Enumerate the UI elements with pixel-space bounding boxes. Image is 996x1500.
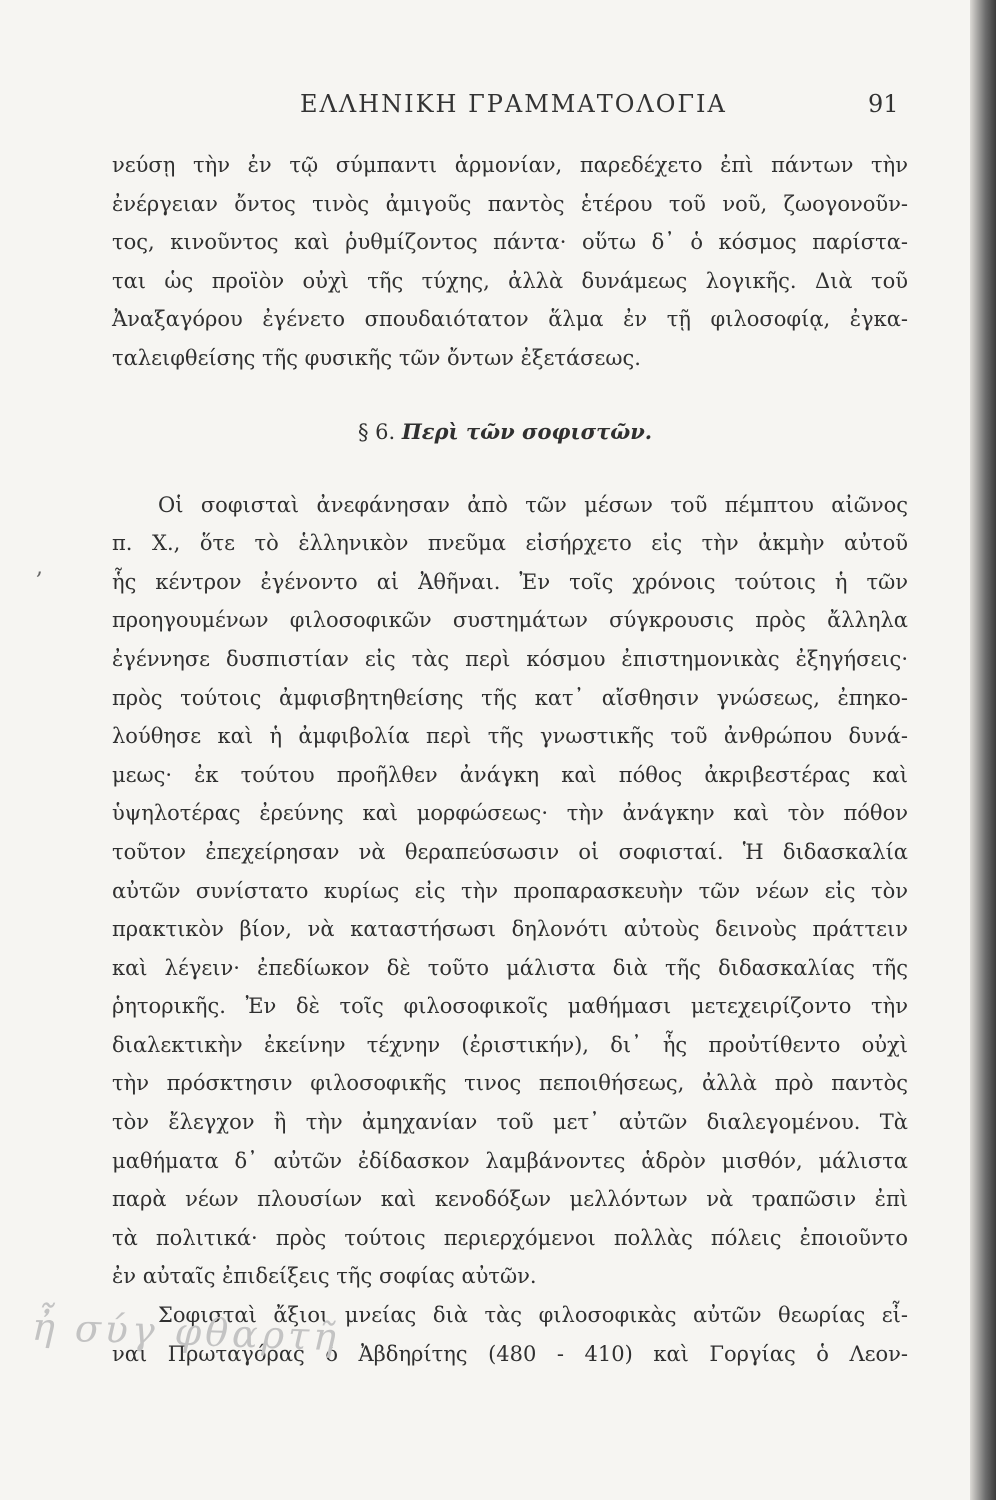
- text-line: τὴν πρόσκτησιν φιλοσοφικῆς τινος πεποιθήσεως, ἀλλὰ πρὸ παντὸς: [112, 1071, 908, 1096]
- text-line: τὰ πολιτικά· πρὸς τούτοις περιερχόμενοι πολλὰς πόλεις ἐποιοῦντο: [112, 1225, 908, 1250]
- text-line: Οἱ σοφισταὶ ἀνεφάνησαν ἀπὸ τῶν μέσων τοῦ πέμπτου αἰῶνος: [158, 492, 908, 517]
- text-line: Σοφισταὶ ἄξιοι μνείας διὰ τὰς φιλοσοφικὰς αὐτῶν θεωρίας εἶ-: [158, 1303, 908, 1328]
- text-line: τοῦτον ἐπεχείρησαν νὰ θεραπεύσωσιν οἱ σοφισταί. Ἡ διδασκαλία: [112, 839, 908, 864]
- section-title: Περὶ τῶν σοφιστῶν.: [401, 418, 653, 444]
- text-line: ταλειφθείσης τῆς φυσικῆς τῶν ὄντων ἐξετάσεως.: [112, 345, 641, 370]
- text-line: πρὸς τούτοις ἀμφισβητηθείσης τῆς κατ᾽ αἴσθησιν γνώσεως, ἐπηκο-: [112, 685, 908, 710]
- page-edge: [970, 0, 996, 1500]
- margin-mark: ,: [36, 555, 43, 580]
- text-line: αὐτῶν συνίστατο κυρίως εἰς τὴν προπαρασκευὴν τῶν νέων εἰς τὸν: [112, 878, 908, 903]
- text-line: τὸν ἔλεγχον ἢ τὴν ἀμηχανίαν τοῦ μετ᾽ αὐτῶν διαλεγομένου. Τὰ: [112, 1110, 908, 1135]
- text-line: ἧς κέντρον ἐγένοντο αἱ Ἀθῆναι. Ἐν τοῖς χρόνοις τούτοις ἡ τῶν: [112, 569, 908, 594]
- text-line: διαλεκτικὴν ἐκείνην τέχνην (ἐριστικήν), δι᾽ ἧς προὐτίθεντο οὐχὶ: [112, 1032, 908, 1057]
- text-line: ναι Πρωταγόρας ὁ Ἀβδηρίτης (480 - 410) καὶ Γοργίας ὁ Λεον-: [112, 1341, 908, 1366]
- text-line: παρὰ νέων πλουσίων καὶ κενοδόξων μελλόντων νὰ τραπῶσιν ἐπὶ: [112, 1187, 908, 1212]
- body-text: [112, 146, 908, 1373]
- section-heading: [112, 407, 908, 457]
- text-line: π. Χ., ὅτε τὸ ἑλληνικὸν πνεῦμα εἰσήρχετο εἰς τὴν ἀκμὴν αὐτοῦ: [112, 531, 908, 556]
- running-title: ΕΛΛΗΝΙΚΗ ΓΡΑΜΜΑΤΟΛΟΓΙΑ: [300, 90, 727, 118]
- text-line: μαθήματα δ᾽ αὐτῶν ἐδίδασκον λαμβάνοντες ἁδρὸν μισθόν, μάλιστα: [112, 1148, 908, 1173]
- text-line: πρακτικὸν βίον, νὰ καταστήσωσι δηλονότι αὐτοὺς δεινοὺς πράττειν: [112, 917, 908, 942]
- text-line: λούθησε καὶ ἡ ἀμφιβολία περὶ τῆς γνωστικῆς τοῦ ἀνθρώπου δυνά-: [112, 724, 908, 749]
- text-line: καὶ λέγειν· ἐπεδίωκον δὲ τοῦτο μάλιστα διὰ τῆς διδασκαλίας τῆς: [112, 955, 908, 980]
- text-line: τος, κινοῦντος καὶ ῥυθμίζοντος πάντα· οὕτω δ᾽ ὁ κόσμος παρίστα-: [112, 230, 908, 255]
- text-line: προηγουμένων φιλοσοφικῶν συστημάτων σύγκρουσις πρὸς ἄλληλα: [112, 608, 908, 633]
- text-line: ἐγέννησε δυσπιστίαν εἰς τὰς περὶ κόσμου ἐπιστημονικὰς ἐξηγήσεις·: [112, 646, 908, 671]
- text-line: νεύσῃ τὴν ἐν τῷ σύμπαντι ἁρμονίαν, παρεδέχετο ἐπὶ πάντων τὴν: [112, 153, 908, 177]
- paragraph-1: [112, 146, 908, 378]
- text-line: ὑψηλοτέρας ἐρεύνης καὶ μορφώσεως· τὴν ἀνάγκην καὶ τὸν πόθον: [112, 801, 908, 826]
- text-line: ἐν αὐταῖς ἐπιδείξεις τῆς σοφίας αὐτῶν.: [112, 1264, 537, 1289]
- page-number: 91: [868, 90, 899, 118]
- paragraph-2: [112, 486, 908, 1296]
- handwritten-margin-note: ἦ σύγ φθαρτῆ: [31, 1304, 341, 1360]
- section-number: § 6.: [358, 419, 396, 444]
- page-header: [0, 90, 996, 130]
- text-line: ἐνέργειαν ὄντος τινὸς ἀμιγοῦς παντὸς ἑτέρου τοῦ νοῦ, ζωογονοῦν-: [112, 191, 908, 216]
- text-line: Ἀναξαγόρου ἐγένετο σπουδαιότατον ἅλμα ἐν τῇ φιλοσοφίᾳ, ἐγκα-: [112, 307, 908, 332]
- text-line: μεως· ἐκ τούτου προῆλθεν ἀνάγκη καὶ πόθος ἀκριβεστέρας καὶ: [112, 762, 908, 787]
- text-line: ται ὡς προϊὸν οὐχὶ τῆς τύχης, ἀλλὰ δυνάμεως λογικῆς. Διὰ τοῦ: [112, 268, 908, 293]
- text-line: ῥητορικῆς. Ἐν δὲ τοῖς φιλοσοφικοῖς μαθήμασι μετεχειρίζοντο τὴν: [112, 994, 908, 1019]
